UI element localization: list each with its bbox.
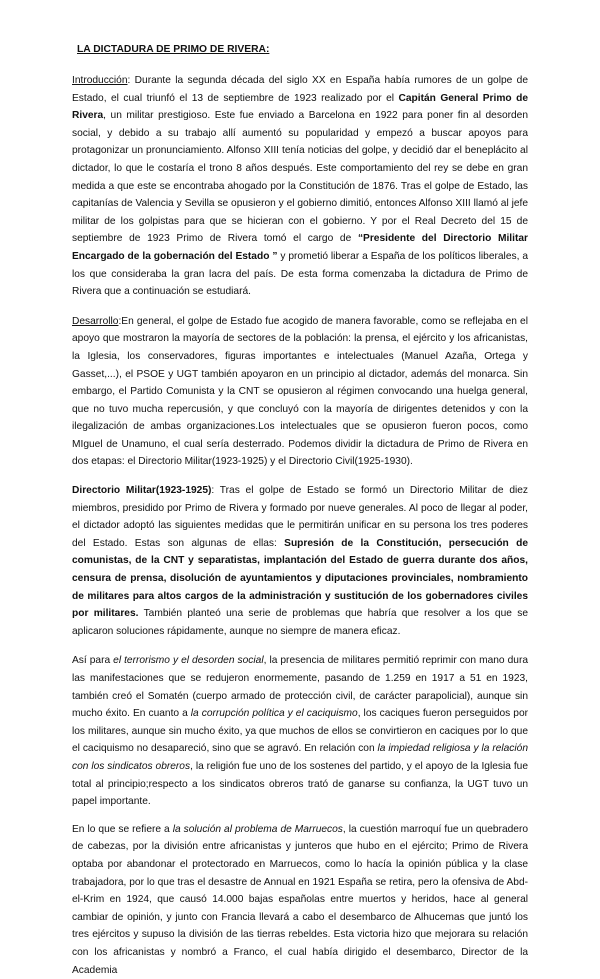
title-colon: : bbox=[265, 44, 270, 55]
paragraph-directorio-militar bbox=[72, 482, 528, 640]
terrorismo-text-3: , los caciques fueron perseguidos por los militares, aunque sin mucho éxito, ya que muchos de ellos se convirtieron en caciques por lo que el caciquismo no desapareció, sino que se agravó. En relación con bbox=[72, 708, 529, 755]
terrorismo-text-1: Así para bbox=[72, 655, 114, 667]
terrorismo-text-2: , la presencia de militares permitió reprimir con mano dura las manifestaciones que se redujeron enormemente, pasando de 1.259 en 1917 a 51 en 1923, también creó el Somatén (cuerpo armado de protección civil, de carácter parapolicial), aunque sin mucho éxito. En cuanto a bbox=[72, 655, 529, 720]
marruecos-text-2: , la cuestión marroquí fue un quebradero de cabezas, por la división entre africanistas y junteros que hubo en el ejército; Primo de Rivera optaba por abandonar el protectorado en Marruecos, como lo hacía la opinión pública y la clase trabajadora, por lo que tras el desastre de Annual en 1921 España se retira, pero la ofensiva de Abd-el-Krim en 1924, que causó 14.000 bajas españolas entre muertos y heridos, hace al general cambiar de opinión, y junto con Francia llevará a cabo el desembarco de Alhucemas que juntó los tres ejércitos y supuso la división de las tierras rebeldes. Esta victoria hizo que mejorara su relación con los africanistas y nombró a Franco, el cual había dirigido el desembarco, Director de la Academia bbox=[72, 823, 529, 976]
intro-text-2: , un militar prestigioso. Este fue enviado a Barcelona en 1922 para poner fin al desorden social, y debido a su trabajo allí aumentó su popularidad y empezó a buscar apoyos para protagonizar un pronunciamiento. Alfonso XIII tenía noticias del golpe, y decidió dar el beneplácito al dictador, lo que le costaría el trono 8 años después. Este comportamiento del rey se debe en gran medida a que este se encontraba ahogado por la Constitución de 1876. Tras el golpe de Estado, las capitanías de Valencia y Sevilla se opusieron y el gobierno dimitió, entonces Alfonso XIII llamó al jefe militar de los golpistas para que se hicieran con el gobierno. Y por el Real Decreto del 15 de septiembre de 1923 Primo de Rivera tomó el cargo de bbox=[72, 110, 528, 245]
section-heading-introduccion: Introducción bbox=[72, 75, 128, 86]
title-text: LA DICTADURA DE PRIMO DE RIVERA bbox=[77, 44, 266, 55]
terrorismo-text-4: , la religión fue uno de los sostenes del partido, y el apoyo de la Iglesia fue total al principio;respecto a los sindicatos obreros trató de ganarse su confianza, la UGT tuvo un papel importante. bbox=[72, 760, 528, 808]
section-heading-directorio-militar: Directorio Militar(1923-1925) bbox=[72, 485, 212, 497]
intro-bold-1: Capitán General Primo de Rivera bbox=[72, 92, 528, 122]
marruecos-text-1: En lo que se refiere a bbox=[72, 823, 173, 835]
desarrollo-text-1: :En general, el golpe de Estado fue acogido de manera favorable, como se reflejaba en el apoyo que mostraron la mayoría de sectores de la población: la prensa, el ejército y los africanistas, la Iglesia, los conservadores, figuras importantes e intelectuales (Manuel Azaña, Ortega y Gasset,...), el PSOE y UGT también apoyaron en un principio al dictador, además del monarca. Sin embargo, el Partido Comunista y la CNT se opusieron al régimen convocando una huelga general, que no tuvo mucha repercusión, y que concluyó con la mayoría de dirigentes detenidos y con la ilegalización de ambas organizaciones.Los intelectuales que se opusieron fueron pocos, como MIguel de Unamuno, el cual sería desterrado. Podemos dividir la dictadura de Primo de Rivera en dos etapas: el Directorio Militar(1923-1925) y el Directorio Civil(1925-1930). bbox=[72, 315, 528, 468]
paragraph-terrorismo bbox=[72, 652, 528, 810]
paragraph-introduccion bbox=[72, 72, 528, 301]
terrorismo-italic-2: la corrupción política y el caciquismo bbox=[190, 708, 358, 720]
terrorismo-italic-3: la impiedad religiosa y la relación con los sindicatos obreros bbox=[72, 743, 528, 772]
intro-bold-2: “Presidente del Directorio Militar Encargado de la gobernación del Estado ” bbox=[72, 233, 528, 262]
marruecos-italic-1: la solución al problema de Marruecos bbox=[172, 823, 343, 835]
terrorismo-italic-1: el terrorismo y el desorden social bbox=[113, 655, 264, 667]
document-title bbox=[77, 43, 528, 56]
intro-text-3: y prometió liberar a España de los políticos liberales, a los que consideraba la gran lacra del país. De esta forma comenzaba la dictadura de Primo de Rivera que a continuación se estudiará. bbox=[72, 250, 528, 298]
directorio-text-2: También planteó una serie de problemas que habría que resolver a los que se aplicaron soluciones rápidamente, aunque no siempre de manera eficaz. bbox=[72, 608, 528, 637]
section-heading-desarrollo: Desarrollo bbox=[72, 315, 119, 327]
paragraph-desarrollo bbox=[72, 313, 528, 471]
document-body bbox=[72, 43, 528, 979]
directorio-text-1: : Tras el golpe de Estado se formó un Directorio Militar de diez miembros, presidido por Primo de Rivera y formado por nueve generales. Al poco de llegar al poder, el dictador adoptó las siguientes medidas que le permitirán unificar en su persona los tres poderes del Estado. Estas son algunas de ellas: bbox=[72, 485, 529, 549]
intro-text-1: : Durante la segunda década del siglo XX en España había rumores de un golpe de Estado, el cual triunfó el 13 de septiembre de 1923 realizado por el bbox=[72, 75, 528, 104]
directorio-bold-1: Supresión de la Constitución, persecución de comunistas, de la CNT y separatistas, implantación del Estado de guerra durante dos años, censura de prensa, disolución de ayuntamientos y diputaciones provinciales, nombramiento de militares para altos cargos de la administración y sustitución de los gobernadores civiles por militares. bbox=[72, 537, 528, 620]
paragraph-marruecos bbox=[72, 821, 528, 979]
